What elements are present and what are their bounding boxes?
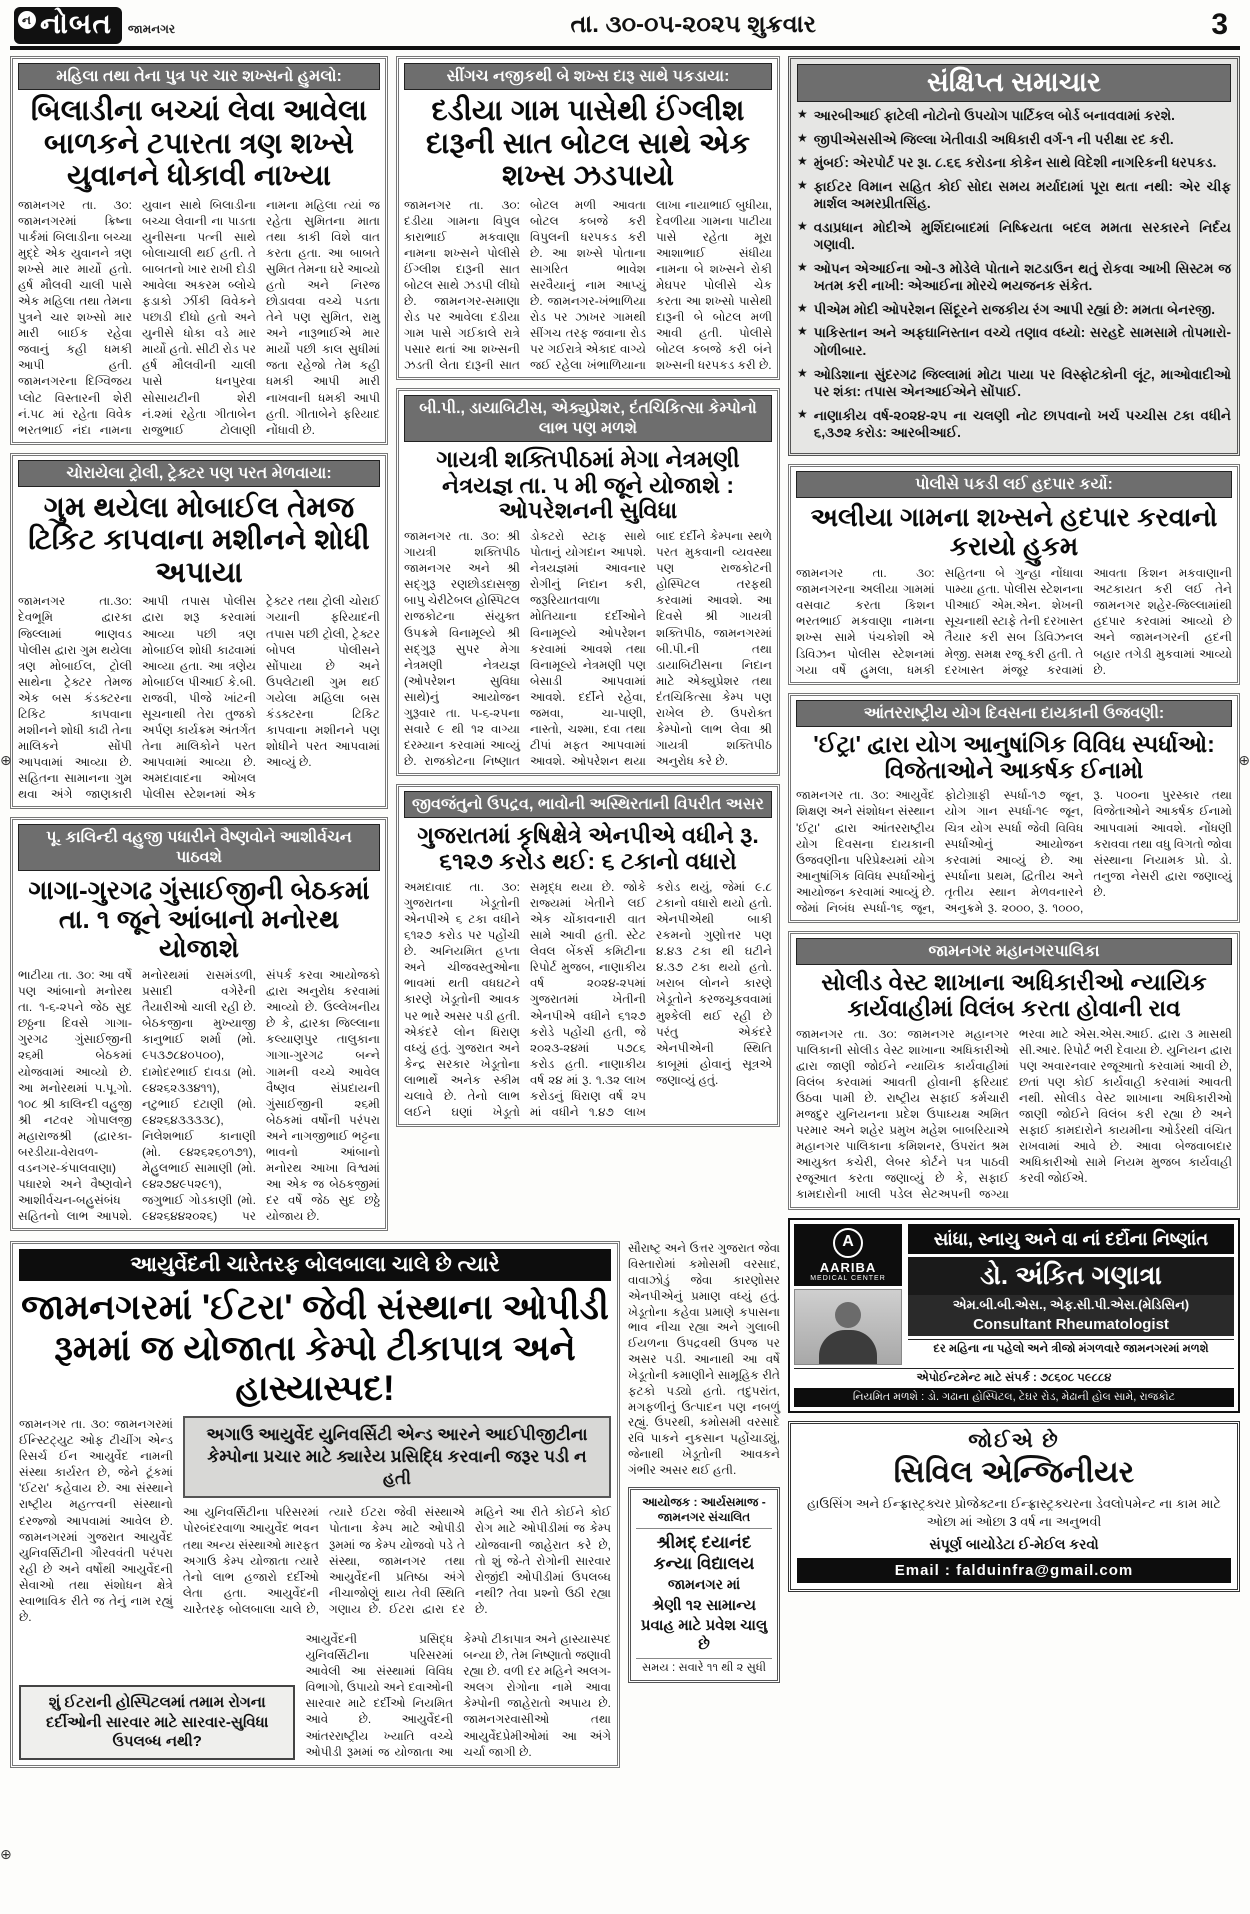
logo-text: નોબત (40, 7, 112, 39)
ad-school-name: શ્રીમદ્ દયાનંદ કન્યા વિદ્યાલય (653, 1532, 755, 1573)
ad-doctor-name: ડો. અંકિત ગણાત્રા (908, 1257, 1234, 1295)
article-solid-waste-headline: સોલીડ વેસ્ટ શાખાના અધિકારીઓ ન્યાયિક કાર્યવાહીમાં વિલંબ કરતા હોવાની રાવ (821, 969, 1207, 1021)
ad-doctor-appointment: એપોઈન્ટમેન્ટ માટે સંપર્ક : ૭૮૬૦૮ ૫૯૮૮૪ (794, 1368, 1234, 1385)
article-yoga-kicker: આંતરરાષ્ટ્રીય યોગ દિવસના દાયકાની ઉજવણી: (796, 700, 1232, 727)
article-attack (10, 56, 388, 445)
star-icon: ★ (797, 365, 808, 380)
article-hadpar-kicker: પોલીસે પકડી લઈ હદપાર કર્યો: (796, 471, 1232, 498)
article-manorath (10, 817, 388, 1231)
registration-mark: ⊕ (0, 1846, 12, 1862)
article-hadpar-headline: અલીયા ગામના શખ્સને હદપાર કરવાનો કરાયો હુકમ (810, 501, 1218, 562)
article-attack-kicker: મહિલા તથા તેના પુત્ર પર ચાર શખ્સનો હુમલો: (18, 63, 380, 90)
article-netrayagna (396, 388, 780, 776)
aariba-logo-icon: A (833, 1228, 863, 1258)
ad-doctor-specialty: સાંધા, સ્નાયુ અને વા નાં દર્દોના નિષ્ણાંત (908, 1224, 1234, 1255)
article-solid-waste-body: જામનગર તા. ૩૦: જામનગર મહાનગર પાલિકાની સોલીડ વેસ્ટ શાખાના અધિકારીઓ દ્વારા જાણી જોઈને ન્યાયિક કાર્યવાહીમાં વિલંબ કરવામાં આવતી હોવાની ફરિયાદ ઉઠવા પામી છે. રાષ્ટ્રીય સફાઈ કર્મચારી મજદુર યુનિયનના પ્રદેશ ઉપાધ્યક્ષ અમિત પરમાર અને શહેર પ્રમુખ મહેશ બાબરિયાએ મહાનગર પાલિકાના કમિશનર, ઉપરાંત શ્રમ આયુક્ત કચેરી, લેબર કોર્ટને પત્ર પાઠવી રજૂઆત કરતા જણાવ્યું છે કે, સફાઈ કામદારોની ખાલી પડેલ સેટઅપની જગ્યા ભરવા માટે એસ.એસ.આઈ. દ્વારા ૩ માસથી સી.આર. રિપોર્ટ ભરી દેવાયા છે. યુનિયન દ્વારા પણ અવારનવાર રજૂઆતો કરવામાં આવી છે, છતાં પણ કોઈ કાર્યવાહી કરવામાં આવતી નથી. સોલીડ વેસ્ટ શાખાના અધિકારીઓ જાણી જોઈને વિલંબ કરી રહ્યા છે અને સફાઈ કામદારોને કાયમીના ઓર્ડરથી વંચિત રાખવામાં આવે છે. આવા બેજવાબદાર અધિકારીઓ સામે નિયમ મુજબ કાર્યવાહી કરવી જોઈએ. (796, 1026, 1232, 1202)
ad-doctor-title: Consultant Rheumatologist (908, 1315, 1234, 1336)
article-manorath-body: ભાટીયા તા. ૩૦: આ વર્ષે પણ આંબાનો મનોરથ તા. ૧-૬-૨૫ને જેઠ સુદ છઠ્ઠના દિવસે ગાગા-ગુરગઢ ગુંસાઈજીની ૨૬મી બેઠકમાં યોજવામાં આવ્યો છે. આ મનોરથમાં પ.પૂ.ગો. ૧૦૮ શ્રી કાલિન્દી વહુજી શ્રી નટવર ગોપાલજી મહારાજશ્રી (દ્વારકા-બરડીયા-વેરાવળ-વડનગર-કંપાલવાણા) પધારશે અને વૈષ્ણવોને આશીર્વચન-બહુસંબંધ સહિતનો લાભ આપશે. મનોરથમાં રાસમંડળી, પ્રસાદી વગેરેની તૈયારીઓ ચાલી રહી છે. બેઠકજીના મુખ્યાજી કાનુભાઈ શર્મા (મો. ૯૫૩૭૮૪૦૫૦૦), દામોદરભાઈ દાવડા (મો. ૯૪૨૬૨૩૩૪૧૧), નટુભાઈ દટાણી (મો. ૯૪૨૬૪૩૩૩૩૮), નિલેશભાઈ કાનાણી (મો. ૯૪૨૬૨૬૦૧૭૧), મેહુલભાઈ સામાણી (મો. ૯૪૨૭૪૯૫૨૯૧), જગુભાઈ ગોડકાણી (મો. ૯૪૨૬૪૪૨૦૨૬) પર સંપર્ક કરવા આયોજકો દ્વારા અનુરોધ કરવામાં આવ્યો છે. ઉલ્લેખનીય છે કે, દ્વારકા જિલ્લાના કલ્યાણપુર તાલુકાના ગાગા-ગુરગઢ બન્ને ગામની વચ્ચે આવેલ વૈષ્ણવ સંપ્રદાયની ગુંસાઈજીની ૨૬મી બેઠકમાં વર્ષોની પરંપરા અને નાગજીભાઈ ભટ્ટના ભાવનો આંબાનો મનોરથ આખા વિશ્વમાં આ એક જ બેઠકજીમાં દર વર્ષે જેઠ સુદ છઠ્ઠે યોજાય છે. (18, 968, 380, 1224)
ad-engineer-wanted: જોઈએ છે (968, 1429, 1060, 1452)
briefs-box (788, 56, 1240, 456)
article-itra-banner: આયુર્વેદની ચારેતરફ બોલબાલા ચાલે છે ત્યારે (19, 1249, 611, 1281)
registration-mark: ⊕ (0, 752, 12, 768)
article-hadpar (788, 464, 1240, 685)
star-icon: ★ (797, 154, 808, 169)
article-solid-waste (788, 931, 1240, 1210)
brief-item (797, 407, 1231, 442)
article-attack-body: જામનગર તા. ૩૦: જામનગરમાં ક્રિષ્ના પાર્કમાં બિલાડીના બચ્ચા મુદ્દે એક યુવાનને ત્રણ શખ્સે માર માર્યો હતો. હર્ષ મૌલવી ચાલી પાસે એક મહિલા તથા તેમના પુત્રને ચાર શખ્સો માર મારી બાઈક રહેવા જવાનું કહી ધમકી આપી હતી. જામનગરના દિગ્વિજય પ્લોટ વિસ્તારની શેરી નં.૫૮ માં રહેતા વિવેક ભરતભાઈ નંદા નામના યુવાન સાથે બિલાડીના બચ્ચા લેવાની ના પાડતા યુનીસના પત્ની સાથે બોલાચાલી થઈ હતી. તે બાબતનો ખાર રાખી દોડી આવેલા અકરમ બ્લોચે ફડાકો ઝીંકી વિવેકને પછાડી દીધો હતો અને યુનીસે ધોકા વડે માર માર્યો હતો. સીટી રોડ પર હર્ષ મૌલવીની ચાલી પાસે ધનપુરવા સોસાયટીની શેરી નં.૨માં રહેતા ગીતાબેન રાજુભાઈ ટોલાણી નામના મહિલા ત્યાં જ રહેતા સુમિતના માતા તથા કાકી વિશે વાત કરતા હતા. આ બાબતે સુમિત તેમના ઘરે આવ્યો હતો અને નિરજ છોડાવવા વચ્ચે પડતા તેને પણ સુમિત, રામુ અને નારૂભાઈએ માર માર્યો પછી કાલ સુધીમાં જતા રહેજો તેમ કહી ધમકી આપી મારી નાખવાની ધમકી આપી હતી. ગીતાબેને ફરિયાદ નોંધાવી છે. (18, 197, 380, 437)
brief-text: આરબીઆઈ ફાટેલી નોટોનો ઉપયોગ પાર્ટિકલ બોર્ડ બનાવવામાં કરશે. (813, 108, 1175, 123)
brief-text: ઓપન એઆઈના ઓ-૩ મોડેલે પોતાને શટડાઉન થતું રોકવા આખી સિસ્ટમ જ ખતમ કરી નાખી: એઆઈના મોરચે ભયજનક સંકેત. (813, 260, 1231, 294)
article-hadpar-body: જામનગર તા. ૩૦: જામનગરના અલીયા ગામમાં વસવાટ કરતા કિશન ભરતભાઈ મકવાણા નામના શખ્સ સામે પંચકોશી એ ડિવિઝન પોલીસ સ્ટેશનમાં ગયા વર્ષે હુમલા, ધમકી સહિતના બે ગુન્હા નોંધાવા પામ્યા હતા. પોલીસ સ્ટેશનના પીઆઈ એમ.એન. શેખની સૂચનાથી સ્ટાફે તેની દરખાસ્ત તૈયાર કરી સબ ડિવિઝનલ મેજી. સમક્ષ રજૂ કરી હતી. તે દરખાસ્ત મંજૂર કરવામાં આવતા કિશન મકવાણાની અટકાયત કરી લઈ તેને જામનગર શહેર-જિલ્લામાંથી હદપાર કરવામાં આવ્યો છે અને જામનગરની હદની બહાર તગેડી મુકવામાં આવ્યો છે. (796, 566, 1232, 677)
newspaper-logo (14, 7, 175, 44)
logo-box (14, 7, 122, 44)
ad-doctor (788, 1218, 1240, 1413)
article-liquor-headline: દડીયા ગામ પાસેથી ઈંગ્લીશ દારૂની સાત બોટલ સાથે એક શખ્સ ઝડપાયો (426, 95, 750, 193)
brief-item (797, 301, 1231, 319)
article-netrayagna-headline: ગાયત્રી શક્તિપીઠમાં મેગા નેત્રમણી નેત્રયજ્ઞ તા. ૫ મી જૂને યોજાશે : ઓપરેશનની સુવિધા (436, 445, 740, 524)
article-liquor-kicker: સીંગચ નજીકથી બે શખ્સ દારૂ સાથે પકડાયા: (404, 63, 772, 90)
article-itra-body-3: આયુર્વેદની પ્રસિદ્ધ યુનિવર્સિટીના પરિસરમાં આવેલી આ સંસ્થામાં વિવિધ વિભાગો, ઉપાયો અને દવાઓની સારવાર માટે દર્દીઓ નિયમિત આવે છે. આયુર્વેદની આંતરરાષ્ટ્રીય ખ્યાતિ વચ્ચે ઓપીડી રૂમમાં જ યોજાતા આ કેમ્પો ટીકાપાત્ર અને હાસ્યાસ્પદ બન્યા છે, તેમ નિષ્ણાતો જણાવી રહ્યા છે. વળી દર મહિને અલગ-અલગ રોગોના નામે આવા કેમ્પોની જાહેરાતો અપાય છે. જામનગરવાસીઓ તથા આયુર્વેદપ્રેમીઓમાં આ અંગે ચર્ચા જાગી છે. (305, 1632, 611, 1759)
star-icon: ★ (797, 130, 808, 145)
brief-item (797, 154, 1231, 172)
article-itra (10, 1241, 620, 1767)
star-icon: ★ (797, 324, 808, 339)
article-itra-question-box: શું ઈટરાની હોસ્પિટલમાં તમામ રોગના દર્દીઓની સારવાર માટે સારવાર-સુવિધા ઉપલબ્ધ નથી? (19, 1685, 295, 1760)
briefs-list (797, 107, 1231, 442)
aariba-brand-sub: MEDICAL CENTER (810, 1274, 886, 1282)
aariba-logo (794, 1224, 902, 1286)
article-itra-headline: જામનગરમાં 'ઈટરા' જેવી સંસ્થાના ઓપીડી રૂમમાં જ યોજાતા કેમ્પો ટીકાપાત્ર અને હાસ્યાસ્પદ! (21, 1288, 609, 1408)
article-npa (396, 784, 780, 1127)
article-liquor-body: જામનગર તા. ૩૦: દડીયા ગામના વિપુલ કારાભાઈ મકવાણા નામના શખ્સને પોલીસે ઈંગ્લીશ દારૂની સાત બોટલ સાથે ઝડપી લીધો છે. જામનગર-સમાણા રોડ પર આવેલા દડીયા ગામ પાસે ગઈકાલે રાત્રે પસાર થતાં આ શખ્સની ઝડતી લેતા દારૂની સાત બોટલ મળી આવતા બોટલ કબજે કરી વિપુલની ધરપકડ કરી છે. આ શખ્સે પોતાના સાગરિત ભાવેશ સરવૈયાનું નામ આપ્યું છે. જામનગર-ખંભાળિયા રોડ પર ઝાખર ગામથી સીંગચ તરફ જવાના રોડ પર ગઈરાત્રે એકાદ વાગ્યે જઈ રહેલા ખંભાળિયાના લાખા નાયાભાઈ બુધીયા, દેવળીયા ગામના પાટીયા પાસે રહેતા મૂરા આશાભાઈ સંધીયા નામના બે શખ્સને રોકી મેઘપર પોલીસે ચેક કરતા આ શખ્સો પાસેથી દારૂની બે બોટલ મળી આવી હતી. પોલીસે બોટલ કબજે કરી બંને શખ્સની ધરપકડ કરી છે. (404, 197, 772, 373)
aariba-brand-name: AARIBA (819, 1259, 877, 1275)
article-npa-headline: ગુજરાતમાં કૃષિક્ષેત્રે એનપીએ વધીને રૂ. ૬૧૨૭ કરોડ થઈ: ૬ ટકાનો વધારો (417, 822, 759, 875)
article-yoga (788, 693, 1240, 923)
star-icon: ★ (797, 300, 808, 315)
ad-engineer-note: સંપૂર્ણ બાયોડેટા ઈ-મેઈલ કરવો (929, 1535, 1099, 1552)
article-attack-headline: બિલાડીના બચ્ચાં લેવા આવેલા બાળકને ટપારતા ત્રણ શખ્સે યુવાનને ધોકાવી નાખ્યા (30, 95, 368, 193)
article-itra-body-2: આ યુનિવર્સિટીના પરિસરમાં પોરબંદરવાળા આયુર્વેદ ભવન તથા અન્ય સંસ્થાઓ મારફત અગાઉ કેમ્પ યોજાતા ત્યારે તેનો લાભ હજારો દર્દીઓ લેતા હતા. આયુર્વેદની ચારેતરફ બોલબાલા ચાલે છે, ત્યારે ઈટરા જેવી સંસ્થાએ પોતાના કેમ્પ માટે ઓપીડી રૂમમાં જ કેમ્પ યોજવો પડે તે સંસ્થા, જામનગર તથા આયુર્વેદની પ્રતિષ્ઠા અંગે નીચાજોણું થાય તેવી સ્થિતિ ગણાય છે. ઈટરા દ્વારા દર મહિને આ રીતે કોઈને કોઈ રોગ માટે ઓપીડીમાં જ કેમ્પ યોજવાની જાહેરાત કરે છે, તો શું જે-તે રોગોની સારવાર રોજીંદી ઓપીડીમાં ઉપલબ્ધ નથી? તેવા પ્રશ્નો ઉઠી રહ્યા છે. (182, 1505, 611, 1616)
page-number: 3 (1211, 8, 1228, 41)
logo-edition: જામનગર (127, 21, 176, 36)
ad-engineer-role: સિવિલ એન્જિનીયર (893, 1455, 1135, 1489)
article-manorath-kicker: પૂ. કાલિન્દી વહુજી પધારીને વૈષ્ણવોને આશીર્વચન પાઠવશે (18, 824, 380, 870)
ad-school-place: જામનગર માં (667, 1576, 741, 1593)
brief-text: ફાઈટર વિમાન સહિત કોઈ સોદા સમય મર્યાદામાં પૂરા થતા નથી: એર ચીફ માર્શલ અમરપ્રીતસિંહ. (813, 178, 1231, 212)
doctor-photo (794, 1289, 902, 1365)
star-icon: ★ (797, 218, 808, 233)
ad-school-line: શ્રેણી ૧૨ સામાન્ય પ્રવાહ માટે પ્રવેશ ચાલુ છે (640, 1597, 768, 1654)
ad-engineer (788, 1421, 1240, 1592)
star-icon: ★ (797, 107, 808, 121)
ad-school (628, 1487, 780, 1683)
article-npa-body-tail: સૌરાષ્ટ્ર અને ઉત્તર ગુજરાત જેવા વિસ્તારોમાં કમોસમી વરસાદ, વાવાઝોડું જેવા કારણોસર એનપીએનું પ્રમાણ વધ્યું હતું. ખેડૂતોના કહેવા પ્રમાણે કપાસના ભાવ નીચા રહ્યા અને ગુલાબી ઈયળના ઉપદ્રવથી ઉપજ પર અસર પડી. આનાથી આ વર્ષે ખેડૂતોની કમાણીને સામૂહિક રીતે ફટકો પડ્યો હતો. તદુપરાંત, મગફળીનું ઉત્પાદન પણ નબળું રહ્યું. ઉપરથી, કમોસમી વરસાદે રવિ પાકને નુકસાન પહોંચાડ્યું, જેનાથી ખેડૂતોની આવકને ગંભીર અસર થઈ હતી. (628, 1241, 780, 1477)
brief-text: પીએમ મોદી ઓપરેશન સિંદૂરને રાજકીય રંગ આપી રહ્યાં છે: મમતા બેનરજી. (813, 301, 1215, 317)
briefs-title: સંક્ષિપ્ત સમાચાર (797, 64, 1231, 102)
article-npa-kicker: જીવજંતુનો ઉપદ્રવ, ભાવોની અસ્થિરતાની વિપરીત અસર (404, 791, 772, 818)
article-manorath-headline: ગાગા-ગુરગઢ ગુંસાઈજીની બેઠકમાં તા. ૧ જૂને આંબાનો મનોરથ યોજાશે (28, 874, 370, 963)
ad-doctor-schedule: દર મહિના ના પહેલો અને ત્રીજો મંગળવારે જામનગરમાં મળશે (908, 1339, 1234, 1356)
article-trolley-kicker: ચોરાયેલા ટ્રોલી, ટ્રેક્ટર પણ પરત મેળવાયા: (18, 460, 380, 487)
dancer-logo-icon: ન (18, 11, 36, 29)
brief-item (797, 219, 1231, 254)
brief-text: પાકિસ્તાન અને અફઘાનિસ્તાન વચ્ચે તણાવ વધ્યો: સરહદે સામસામે તોપમારો-ગોળીબાર. (813, 325, 1231, 359)
article-itra-body-1: જામનગર તા. ૩૦: જામનગરમાં ઈન્સ્ટિટ્યુટ ઓફ ટીચીંગ એન્ડ રિસર્ચ ઈન આયુર્વેદ નામની સંસ્થા કાર્યરત છે, જેને ટૂંકમાં 'ઈટરા' કહેવાય છે. આ સંસ્થાને રાષ્ટ્રીય મહત્ત્વની સંસ્થાનો દરજ્જો આપવામાં આવેલ છે. જામનગરમાં ગુજરાત આયુર્વેદ યુનિવર્સિટીની ગૌરવવંતી પરંપરા રહી છે અને વર્ષોથી આયુર્વેદની સેવાઓ તથા સંશોધન ક્ષેત્રે સ્વાભાવિક રીતે જ તેનું નામ રહ્યું છે. (19, 1417, 173, 1625)
article-netrayagna-body: જામનગર તા. ૩૦: શ્રી ગાયત્રી શક્તિપીઠ જામનગર અને શ્રી સદ્ગુરૂ રણછોડદાસજી બાપુ ચેરીટેબલ હોસ્પિટલ રાજકોટના સંયુક્ત ઉપક્રમે વિનામૂલ્યે શ્રી સદ્ગુરૂ સુપર મેગા નેત્રમણી નેત્રયજ્ઞ (ઓપરેશન સુવિધા સાથે)નું આયોજન ગુરૂવાર તા. ૫-૬-૨૫ના સવારે ૯ થી ૧૨ વાગ્યા દરમ્યાન કરવામાં આવ્યું છે. રાજકોટના નિષ્ણાત ડોકટરો સ્ટાફ સાથે પોતાનું યોગદાન આપશે. નેત્રયજ્ઞમાં આવનાર રોગીનું નિદાન કરી, જરૂરિયાતવાળા મોતિયાના દર્દીઓને વિનામૂલ્યે ઓપરેશન કરવામાં આવશે તથા વિનામૂલ્યે નેત્રમણી પણ બેસાડી આપવામાં આવશે. દર્દીને રહેવા, જમવા, ચા-પાણી, નાસ્તો, ચશ્મા, દવા તથા ટીપાં મફત આપવામાં આવશે. ઓપરેશન થયા બાદ દર્દીને કેમ્પના સ્થળે પરત મુકવાની વ્યવસ્થા પણ રાજકોટની હોસ્પિટલ તરફથી કરવામાં આવશે. આ દિવસે શ્રી ગાયત્રી શક્તિપીઠ, જામનગરમાં બી.પી.ની તથા ડાયાબિટીસના નિદાન માટે એક્યુપ્રેશર તથા દંતચિકિત્સા કેમ્પ પણ રાખેલ છે. ઉપરોક્ત કેમ્પોનો લાભ લેવા શ્રી ગાયત્રી શક્તિપીઠ અનુરોધ કરે છે. (404, 529, 772, 769)
article-yoga-body: જામનગર તા. ૩૦: આયુર્વેદ શિક્ષણ અને સંશોધન સંસ્થાન 'ઈટ્રા' દ્વારા આંતરરાષ્ટ્રીય યોગ દિવસના દાયકાની ઉજવણીના પરિપ્રેક્ષ્યમાં યોગ આનુષાંગિક વિવિધ સ્પર્ધાઓનું આયોજન કરવામાં આવ્યું છે. જેમાં નિબંધ સ્પર્ધા-૧૬ જૂન, ફોટોગ્રાફી સ્પર્ધા-૧૭ જૂન, યોગ ગાન સ્પર્ધા-૧૯ જૂન, ચિત્ર યોગ સ્પર્ધા જેવી વિવિધ સ્પર્ધાઓનું આયોજન કરવામાં આવ્યું છે. આ સ્પર્ધાના પ્રથમ, દ્વિતીય અને તૃતીય સ્થાન મેળવનારને અનુક્રમે રૂ. ૨૦૦૦, રૂ. ૧૦૦૦, રૂ. ૫૦૦ના પુરસ્કાર તથા વિજેતાઓને આકર્ષક ઈનામો આપવામાં આવશે. નોંધણી કરાવવા તથા વધુ વિગતો જોવા સંસ્થાના નિયામક પ્રો. ડો. તનુજા નેસરી દ્વારા જણાવ્યું છે. (796, 788, 1232, 915)
ad-engineer-email: Email : falduinfra@gmail.com (797, 1558, 1231, 1583)
article-yoga-headline: 'ઈટ્રા' દ્વારા યોગ આનુષાંગિક વિવિધ સ્પર્ધાઓ: વિજેતાઓને આકર્ષક ઈનામો (813, 730, 1215, 783)
article-trolley-body: જામનગર તા.૩૦: દેવભૂમિ દ્વારકા જિલ્લામાં ભાણવડ પોલીસ દ્વારા ગુમ થયેલા ત્રણ મોબાઈલ, ટ્રોલી સાથેના ટ્રેક્ટર તેમજ એક બસ કંડક્ટરના ટિકિટ કાપવાના મશીનને શોધી કાઢી તેના માલિકને સોંપી આપવામાં આવ્યા છે. સહિતના સામાનના ગુમ થવા અંગે જાણકારી આપી તપાસ પોલીસ દ્વારા શરૂ કરવામાં આવ્યા પછી ત્રણ મોબાઈલ શોધી કાઢવામાં આવ્યા હતા. આ ત્રણેય મોબાઈલ પીઆઈ કે.બી. રાજવી, પીજે ખાંટની સૂચનાથી તેરા તુજકો અર્પણ કાર્યક્રમ અંતર્ગત તેના માલિકોને પરત આપવામાં આવ્યા છે. અમદાવાદના ઓખલ પોલીસ સ્ટેશનમાં એક ટ્રેક્ટર તથા ટ્રોલી ચોરાઈ ગયાની ફરિયાદની તપાસ પછી ટ્રોલી, ટ્રેક્ટર બોપલ પોલીસને સોંપાયા છે અને ઉપલેટાથી ગુમ થઈ ગયેલા મહિલા બસ કંડક્ટરના ટિકિટ કાપવાના મશીનને પણ શોધીને પરત આપવામાં આવ્યું છે. (18, 594, 380, 802)
brief-item (797, 366, 1231, 401)
article-itra-inset-quote: અગાઉ આયુર્વેદ યુનિવર્સિટી એન્ડ આરને આઈપીજીટીના કેમ્પોના પ્રચાર માટે ક્યારેય પ્રસિદ્ધિ કરવાની જરૂર પડી ન હતી (183, 1416, 611, 1498)
brief-item (797, 260, 1231, 295)
ad-doctor-degrees: એમ.બી.બી.એસ., એફ.સી.પી.એસ.(મેડિસિન) (908, 1295, 1234, 1315)
brief-item (797, 131, 1231, 149)
article-liquor (396, 56, 780, 380)
brief-text: જીપીએસસીએ જિલ્લા ખેતીવાડી અધિકારી વર્ગ-૧ ની પરીક્ષા રદ કરી. (813, 131, 1174, 147)
article-trolley-headline: ગુમ થયેલા મોબાઈલ તેમજ ટિકિટ કાપવાના મશીનને શોધી અપાયા (28, 491, 370, 589)
brief-item (797, 107, 1231, 125)
article-npa-body: અમદાવાદ તા. ૩૦: ગુજરાતના ખેડૂતોની એનપીએ ૬ ટકા વધીને ૬૧૨૭ કરોડ પર પહોંચી છે. અનિયમિત હપ્તા અને ચીજવસ્તુઓના ભાવમાં થતી વધઘટને કારણે ખેડૂતોની આવક પર ભારે અસર પડી હતી. એકંદરે લોન ધિરાણ વધ્યું હતું. ગુજરાત અને કેન્દ્ર સરકાર ખેડૂતોના લાભાર્થે અનેક સ્કીમ ચલાવે છે. તેનો લાભ લઈને ઘણાં ખેડૂતો સમૃદ્ધ થયા છે. જોકે રાજ્યમાં ખેતીને લઈ એક ચોંકાવનારી વાત સામે આવી હતી. સ્ટેટ લેવલ બેંકર્સ કમિટીના રિપોર્ટ મુજબ, નાણાકીય વર્ષ ૨૦૨૪-૨૫માં ગુજરાતમાં ખેતીની એનપીએ વધીને ૬૧૨૭ કરોડે પહોંચી હતી, જે ૨૦૨૩-૨૪માં ૫૭૮૬ કરોડ હતી. નાણાકીય વર્ષ ૨૪ માં રૂ. ૧.૩૨ લાખ કરોડનું ધિરાણ વર્ષ ૨૫ માં વધીને ૧.૪૭ લાખ કરોડ થયું, જેમાં ૯.૮ ટકાનો વધારો થયો હતો. એનપીએથી બાકી રકમનો ગુણોત્તર પણ ૪.૪૩ ટકા થી ઘટીને ૪.૩૭ ટકા થયો હતો. ખરાબ લોનને કારણે ખેડૂતોને કરજચૂકવવામાં મુશ્કેલી થઈ રહી છે પરંતુ એકંદરે એનપીએની સ્થિતિ કાબૂમાં હોવાનું સૂત્રએ જણાવ્યું હતું. (404, 879, 772, 1120)
registration-mark: ⊕ (1238, 752, 1250, 768)
ad-school-header: આયોજક : આર્યસમાજ - જામનગર સંચાલિત (636, 1495, 772, 1529)
star-icon: ★ (797, 259, 808, 274)
masthead (10, 6, 1240, 50)
brief-text: મુંબઈ: એરપોર્ટ પર રૂા. ૮.૬૬ કરોડના કોકેન સાથે વિદેશી નાગરિકની ધરપકડ. (813, 155, 1217, 171)
star-icon: ★ (797, 177, 808, 192)
brief-text: ઓડિશાના સુંદરગઢ જિલ્લામાં મોટા પાયા પર વિસ્ફોટકોની લૂંટ, માઓવાદીઓ પર શંકા: તપાસ એનઆઈએને સોંપાઈ. (813, 366, 1231, 400)
ad-doctor-location: નિયમિત મળશે : ડો. ગઢાના હોસ્પિટલ, ટેઘર રોડ, મેઢાની હોલ સામે, રાજકોટ (794, 1388, 1234, 1407)
article-netrayagna-kicker: બી.પી., ડાયાબિટીસ, એક્યુપ્રેશર, દંતચિકિત્સા કેમ્પોનો લાભ પણ મળશે (404, 395, 772, 441)
brief-item (797, 178, 1231, 213)
issue-date: તા. ૩૦-૦૫-૨૦૨૫ શુક્રવાર (570, 11, 816, 38)
brief-text: વડાપ્રધાન મોદીએ મુર્શિદાબાદમાં નિષ્ક્રિયતા બદલ મમતા સરકારને નિર્દય ગણાવી. (813, 219, 1231, 253)
article-trolley (10, 453, 388, 810)
brief-item (797, 324, 1231, 359)
star-icon: ★ (797, 406, 808, 421)
brief-text: નાણાકીય વર્ષ-૨૦૨૪-૨૫ ના ચલણી નોટ છાપવાનો ખર્ચ પચ્ચીસ ટકા વધીને ૬,૩૭૨ કરોડ: આરબીઆઈ. (813, 407, 1231, 441)
ad-engineer-desc: હાઉસિંગ અને ઈન્ફ્રાસ્ટ્રક્ચર પ્રોજેક્ટના ઈન્ફ્રાસ્ટ્રક્ચરના ડેવલોપમેન્ટ ના કામ માટે ઓછા માં ઓછા 3 વર્ષ ના અનુભવી (807, 1495, 1221, 1529)
ad-school-footer: સમય : સવારે ૧૧ થી ૨ સુધી (636, 1658, 772, 1675)
article-solid-waste-kicker: જામનગર મહાનગરપાલિકા (796, 938, 1232, 965)
